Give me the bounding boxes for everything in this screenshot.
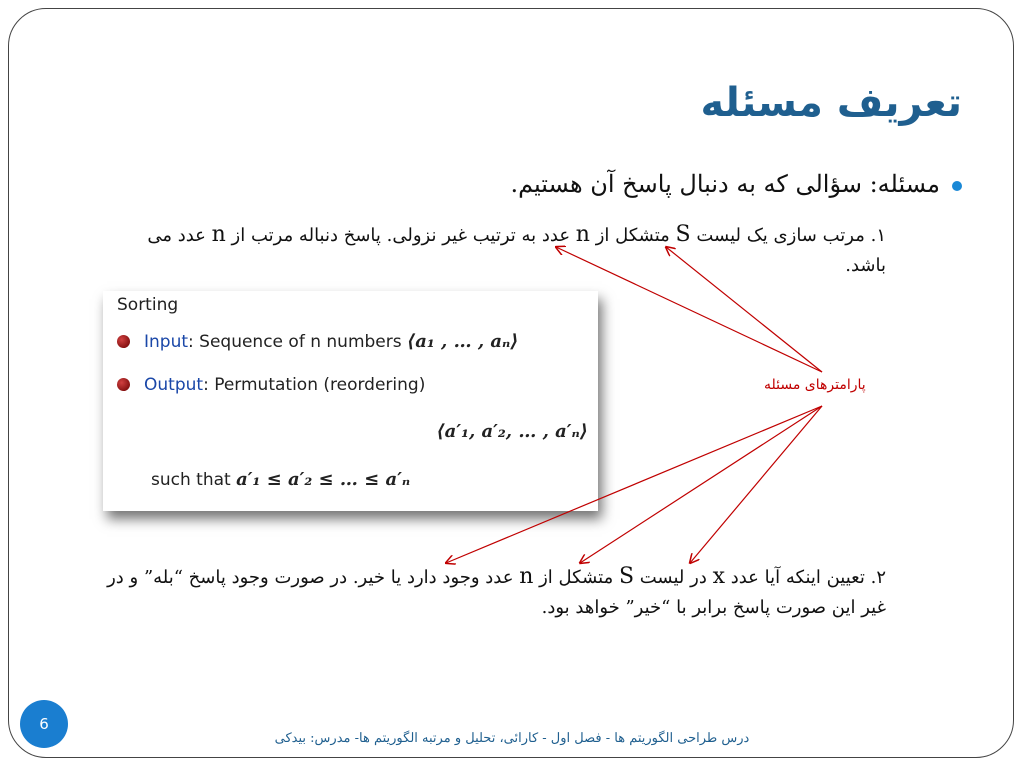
input-label: Input: [144, 332, 189, 352]
sorted-condition: a′₁ ≤ a′₂ ≤ … ≤ a′ₙ: [236, 469, 411, 490]
param-S-2: S: [618, 564, 635, 589]
footer-text: درس طراحی الگوریتم ها - فصل اول - کارائی، تحلیل و مرتبه الگوریتم ها- مدرس: بیدکی: [274, 731, 750, 746]
input-row: Input: Sequence of n numbers ⟨a₁ , … , aₙ⟩: [117, 331, 519, 352]
list-item-sorting: ۱. مرتب سازی یک لیست S متشکل از n عدد به ترتیب غیر نزولی. پاسخ دنباله مرتب از n عدد می باشد.: [147, 222, 886, 276]
param-n: n: [575, 222, 590, 247]
arrow-to-n-2: [446, 406, 822, 563]
output-row: Output: Permutation (reordering): [117, 375, 425, 395]
arrow-to-x: [690, 406, 822, 563]
param-x: x: [712, 564, 725, 589]
list-item-search: ۲. تعیین اینکه آیا عدد x در لیست S متشکل از n عدد وجود دارد یا خیر. در صورت وجود پاسخ “بله” و در غیر این صورت پاسخ برابر با “خیر” خواهد بود.: [107, 564, 886, 618]
param-n-3: n: [519, 564, 534, 589]
output-label: Output: [144, 375, 204, 395]
slide-title: تعریف مسئله: [700, 80, 962, 126]
page-number-badge: 6: [20, 700, 68, 748]
arrow-to-S-2: [580, 406, 822, 563]
item-number: ۱.: [870, 225, 886, 246]
param-n-2: n: [211, 222, 226, 247]
such-that-row: such that a′₁ ≤ a′₂ ≤ … ≤ a′ₙ: [151, 469, 411, 490]
item-number: ۲.: [870, 567, 886, 588]
input-sequence: ⟨a₁ , … , aₙ⟩: [407, 331, 519, 352]
bullet-text: مسئله: سؤالی که به دنبال پاسخ آن هستیم.: [510, 170, 940, 198]
output-sequence: ⟨a′₁, a′₂, … , a′ₙ⟩: [436, 421, 588, 442]
sorting-title: Sorting: [117, 295, 179, 315]
params-annotation: پارامترهای مسئله: [764, 377, 866, 393]
param-S: S: [675, 222, 691, 247]
